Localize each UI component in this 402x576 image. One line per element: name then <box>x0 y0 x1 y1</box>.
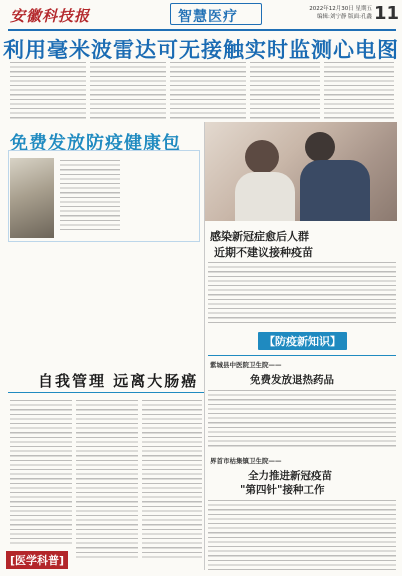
newspaper-logo: 安徽科技报 <box>10 7 91 25</box>
county-title-2: "第四针"接种工作 <box>240 484 325 496</box>
feature-photo <box>10 158 54 238</box>
main-article-col-1 <box>10 400 72 546</box>
main-article-title: 自我管理 远离大肠癌 <box>38 372 199 390</box>
footer-tag: [医学科普] <box>6 551 68 569</box>
main-article-rule <box>8 392 204 393</box>
lead-article-col-4 <box>250 62 320 120</box>
lead-article-col-3 <box>170 62 246 120</box>
section-name: 智慧医疗 <box>178 9 238 25</box>
lead-article-col-2 <box>90 62 166 120</box>
side-headline-2: 近期不建议接种疫苗 <box>214 246 313 259</box>
main-article-col-3 <box>142 400 202 560</box>
vaccination-photo <box>205 122 397 221</box>
main-article-col-2 <box>76 400 138 560</box>
health-tip-source: 紫城县中医院卫生院—— <box>210 361 282 369</box>
column-divider <box>204 122 205 570</box>
lead-headline: 利用毫米波雷达可无接触实时监测心电图 <box>3 37 399 62</box>
section-tag-health: 【防疫新知识】 <box>258 332 347 350</box>
side-story-text <box>208 262 396 324</box>
county-title-1: 全力推进新冠疫苗 <box>248 470 332 482</box>
lead-article-col-1 <box>10 62 86 120</box>
masthead-rule <box>8 29 396 31</box>
health-tip-title: 免费发放退热药品 <box>250 374 334 386</box>
person-figure <box>245 140 279 174</box>
feature-title: 免费发放防疫健康包 <box>10 133 181 154</box>
page-number: 11 <box>374 3 400 24</box>
person-figure <box>305 132 335 162</box>
feature-text <box>60 160 120 230</box>
dateline <box>302 5 372 21</box>
side-headline-1: 感染新冠症愈后人群 <box>210 230 309 243</box>
editor-text: 编辑:刘宁静 版面:孔鑫 <box>317 14 372 20</box>
health-tip-text <box>208 390 396 448</box>
person-body <box>300 160 370 221</box>
date-text: 2022年12月30日 星期五 <box>309 6 372 12</box>
county-source: 界首市枯集镇卫生院—— <box>210 457 282 465</box>
county-text <box>208 500 396 570</box>
lead-article-col-5 <box>324 62 394 120</box>
masthead <box>0 0 402 30</box>
person-body <box>235 172 295 221</box>
